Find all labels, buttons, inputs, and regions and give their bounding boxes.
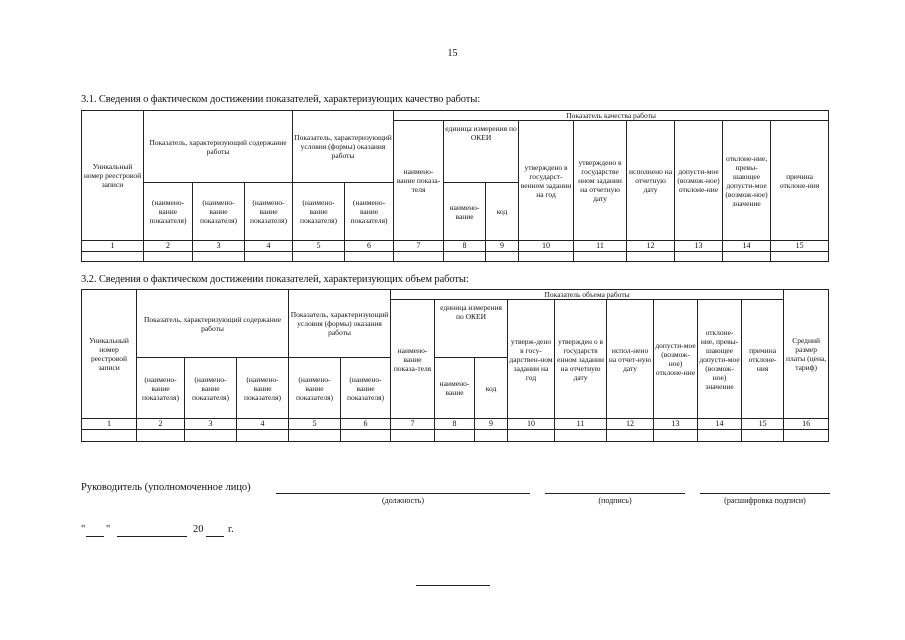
column-number: 13 xyxy=(675,241,723,252)
position-caption: (должность) xyxy=(382,496,424,505)
column-number: 5 xyxy=(293,241,345,252)
subheader-indicator-name: (наимено-вание показателя) xyxy=(345,183,394,241)
header-average-price: Средний размер платы (цена, тариф) xyxy=(784,290,829,419)
subheader-indicator-name: (наимено-вание показателя) xyxy=(237,358,289,419)
table-cell xyxy=(784,429,829,441)
header-allowed-deviation: допусти-мое (возмож-ное) отклоне-ние xyxy=(675,121,723,241)
subheader-indicator-name: (наимено-вание показателя) xyxy=(185,358,237,419)
header-approved-date: утвержден о в государств енном задании на отчетную дату xyxy=(555,300,607,419)
column-number: 4 xyxy=(237,419,289,430)
column-number: 5 xyxy=(289,419,341,430)
table-cell xyxy=(742,429,784,441)
header-quality-indicator-group: Показатель качества работы xyxy=(394,111,829,121)
header-indicator-name: наимено-вание показа-теля xyxy=(391,300,435,419)
table-cell xyxy=(435,429,475,441)
table-cell xyxy=(82,251,144,261)
header-unit-code: код xyxy=(475,358,508,419)
column-number: 14 xyxy=(723,241,771,252)
column-number: 11 xyxy=(574,241,627,252)
day-line[interactable] xyxy=(86,536,104,537)
header-indicator-name: наимено-вание показа-теля xyxy=(394,121,444,241)
table-cell xyxy=(475,429,508,441)
column-number: 8 xyxy=(435,419,475,430)
header-volume-indicator-group: Показатель объема работы xyxy=(391,290,784,300)
header-content-indicator: Показатель, характеризующий содержание работы xyxy=(137,290,289,358)
column-number: 7 xyxy=(391,419,435,430)
table-row xyxy=(82,429,829,441)
header-unit-okei: единица измерения по ОКЕИ xyxy=(435,300,508,358)
table-cell xyxy=(394,251,444,261)
header-approved-year: утверждено в государст-венном задании на год xyxy=(519,121,574,241)
column-number: 16 xyxy=(784,419,829,430)
column-number: 15 xyxy=(771,241,829,252)
table-cell xyxy=(185,429,237,441)
year-prefix: 20 xyxy=(193,524,204,535)
header-executed: испол-нено на отчет-ную дату xyxy=(607,300,654,419)
column-number: 3 xyxy=(193,241,245,252)
subheader-indicator-name: (наимено-вание показателя) xyxy=(193,183,245,241)
subheader-indicator-name: (наимено-вание показателя) xyxy=(144,183,193,241)
header-exceeding-deviation: отклоне-ние, превы-шающее допусти-мое (возмож-ное) значение xyxy=(698,300,742,419)
column-number: 9 xyxy=(486,241,519,252)
table-cell xyxy=(771,251,829,261)
header-deviation-reason: причина отклоне-ния xyxy=(742,300,784,419)
table-cell xyxy=(237,429,289,441)
column-number: 14 xyxy=(698,419,742,430)
table-cell xyxy=(519,251,574,261)
column-number: 13 xyxy=(654,419,698,430)
table-cell xyxy=(574,251,627,261)
table-cell xyxy=(627,251,675,261)
subheader-indicator-name: (наимено-вание показателя) xyxy=(341,358,391,419)
column-number: 12 xyxy=(607,419,654,430)
table-cell xyxy=(555,429,607,441)
table-cell xyxy=(723,251,771,261)
column-number: 10 xyxy=(508,419,555,430)
signature-decode-caption: (расшифровка подписи) xyxy=(724,496,806,505)
table-cell xyxy=(675,251,723,261)
table-cell xyxy=(486,251,519,261)
header-content-indicator: Показатель, характеризующий содержание работы xyxy=(144,111,293,183)
table-cell xyxy=(144,251,193,261)
header-unique-number: Уникальный номер реестровой записи xyxy=(82,111,144,241)
column-number: 1 xyxy=(82,241,144,252)
column-number: 10 xyxy=(519,241,574,252)
subheader-indicator-name: (наимено-вание показателя) xyxy=(137,358,185,419)
table-cell xyxy=(82,429,137,441)
month-line[interactable] xyxy=(117,536,187,537)
table-cell xyxy=(245,251,293,261)
header-approved-date: утверждено в государстве нном задании на отчетную дату xyxy=(574,121,627,241)
signature-line[interactable] xyxy=(545,493,685,494)
table-cell xyxy=(654,429,698,441)
subheader-indicator-name: (наимено-вание показателя) xyxy=(293,183,345,241)
table-cell xyxy=(137,429,185,441)
column-number: 2 xyxy=(137,419,185,430)
header-conditions-indicator: Показатель, характеризующий условия (формы) оказания работы xyxy=(293,111,394,183)
quality-indicators-table xyxy=(81,110,829,262)
footnote-separator xyxy=(416,585,490,586)
date-open-quote: " xyxy=(81,524,86,535)
table-cell xyxy=(444,251,486,261)
table-cell xyxy=(698,429,742,441)
header-unit-name: наимено-вание xyxy=(435,358,475,419)
column-number: 15 xyxy=(742,419,784,430)
column-number: 7 xyxy=(394,241,444,252)
section-1-caption: 3.1. Сведения о фактическом достижении показателей, характеризующих качество работы: xyxy=(81,94,481,105)
signature-label: Руководитель (уполномоченное лицо) xyxy=(81,482,251,493)
table-cell xyxy=(341,429,391,441)
subheader-indicator-name: (наимено-вание показателя) xyxy=(289,358,341,419)
table-cell xyxy=(293,251,345,261)
table-row xyxy=(82,251,829,261)
header-approved-year: утверж-дено в госу-дарствен-ном задании на год xyxy=(508,300,555,419)
header-unit-code: код xyxy=(486,183,519,241)
header-unique-number: Уникальный номер реестровой записи xyxy=(82,290,137,419)
header-deviation-reason: причина отклоне-ния xyxy=(771,121,829,241)
signature-decode-line[interactable] xyxy=(700,493,830,494)
table-cell xyxy=(508,429,555,441)
page-number: 15 xyxy=(447,48,458,59)
column-number: 12 xyxy=(627,241,675,252)
column-number: 4 xyxy=(245,241,293,252)
column-number: 8 xyxy=(444,241,486,252)
table-cell xyxy=(345,251,394,261)
header-unit-okei: единица измерения по ОКЕИ xyxy=(444,121,519,183)
column-number: 1 xyxy=(82,419,137,430)
year-suffix: г. xyxy=(228,524,234,535)
header-unit-name: наимено-вание xyxy=(444,183,486,241)
column-number: 6 xyxy=(341,419,391,430)
position-line[interactable] xyxy=(276,493,530,494)
signature-caption: (подпись) xyxy=(598,496,632,505)
table-cell xyxy=(607,429,654,441)
column-number: 2 xyxy=(144,241,193,252)
header-conditions-indicator: Показатель, характеризующий условия (формы) оказания работы xyxy=(289,290,391,358)
header-exceeding-deviation: отклоне-ние, превы-шающее допусти-мое (возмож-ное) значение xyxy=(723,121,771,241)
header-executed: исполнено на отчетную дату xyxy=(627,121,675,241)
column-number: 9 xyxy=(475,419,508,430)
header-allowed-deviation: допусти-мое (возмож-ное) отклоне-ние xyxy=(654,300,698,419)
table-cell xyxy=(391,429,435,441)
date-close-quote: " xyxy=(106,524,111,535)
column-number: 6 xyxy=(345,241,394,252)
volume-indicators-table xyxy=(81,289,829,442)
column-number: 3 xyxy=(185,419,237,430)
table-cell xyxy=(289,429,341,441)
table-cell xyxy=(193,251,245,261)
column-number: 11 xyxy=(555,419,607,430)
year-line[interactable] xyxy=(206,536,224,537)
section-2-caption: 3.2. Сведения о фактическом достижении показателей, характеризующих объем работы: xyxy=(81,274,469,285)
subheader-indicator-name: (наимено-вание показателя) xyxy=(245,183,293,241)
